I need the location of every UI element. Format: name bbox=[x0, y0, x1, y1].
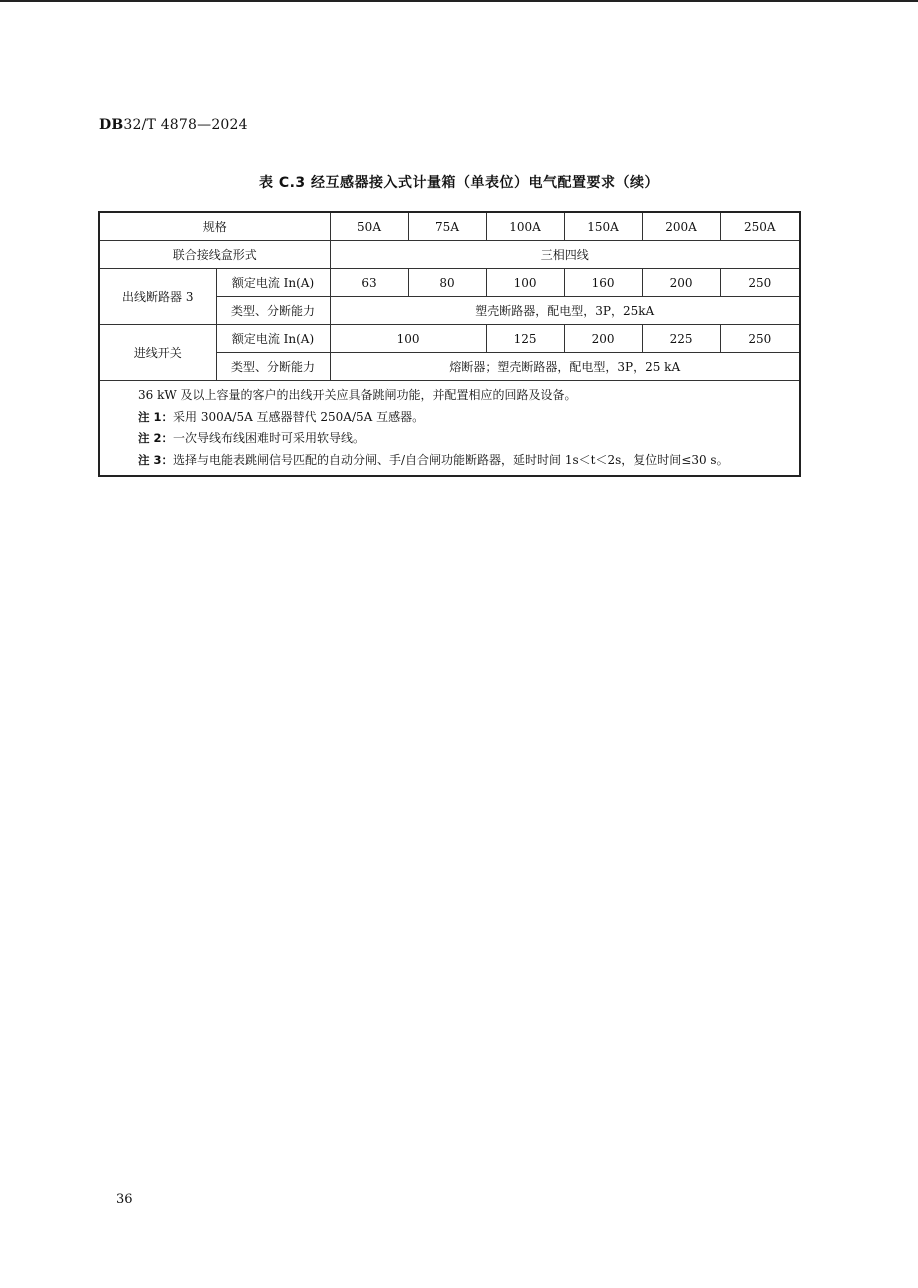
inlet-type-label-cell: 类型、分断能力 bbox=[216, 353, 330, 381]
inlet-rated-value-cell: 100 bbox=[330, 325, 486, 353]
note-3-label: 注 3： bbox=[138, 452, 174, 467]
header-col-cell: 200A bbox=[642, 212, 720, 241]
table-title: 表 C.3 经互感器接入式计量箱（单表位）电气配置要求（续） bbox=[258, 175, 660, 191]
outlet-rated-value-cell: 100 bbox=[486, 269, 564, 297]
header-col-cell: 50A bbox=[330, 212, 408, 241]
outlet-rated-label-cell: 额定电流 In(A) bbox=[216, 269, 330, 297]
box-label-cell: 联合接线盒形式 bbox=[99, 241, 330, 269]
top-border-line bbox=[0, 0, 918, 2]
notes-cell bbox=[99, 381, 800, 477]
header-label-cell: 规格 bbox=[99, 212, 330, 241]
outlet-breaker-label-cell: 出线断路器 3 bbox=[99, 269, 216, 325]
header-col-cell: 100A bbox=[486, 212, 564, 241]
outlet-rated-value-cell: 200 bbox=[642, 269, 720, 297]
note-2-label: 注 2： bbox=[138, 431, 174, 445]
outlet-rated-value-cell: 63 bbox=[330, 269, 408, 297]
inlet-type-value-cell: 熔断器；塑壳断路器，配电型，3P，25 kA bbox=[330, 353, 800, 381]
document-number bbox=[99, 117, 248, 133]
outlet-rated-value-cell: 250 bbox=[720, 269, 800, 297]
outlet-rated-value-cell: 160 bbox=[564, 269, 642, 297]
note-1-label: 注 1： bbox=[138, 409, 174, 424]
doc-number-text: 32/T 4878—2024 bbox=[123, 117, 248, 133]
table-row-outlet-rated bbox=[99, 269, 800, 297]
outlet-type-value-cell: 塑壳断路器，配电型，3P，25kA bbox=[330, 297, 800, 325]
table-row-notes bbox=[99, 381, 800, 477]
inlet-rated-value-cell: 125 bbox=[486, 325, 564, 353]
inlet-rated-value-cell: 200 bbox=[564, 325, 642, 353]
inlet-rated-value-cell: 250 bbox=[720, 325, 800, 353]
header-col-cell: 75A bbox=[408, 212, 486, 241]
header-col-cell: 150A bbox=[564, 212, 642, 241]
note-3-text: 选择与电能表跳闸信号匹配的自动分闸、手/自合闸功能断路器，延时时间 1s＜t＜2s，复位时间≤30 s。 bbox=[173, 452, 729, 467]
inlet-rated-value-cell: 225 bbox=[642, 325, 720, 353]
notes-line-0: 36 kW 及以上容量的客户的出线开关应具备跳闸功能，并配置相应的回路及设备。 bbox=[138, 388, 577, 402]
table-row-header bbox=[99, 212, 800, 241]
inlet-rated-label-cell: 额定电流 In(A) bbox=[216, 325, 330, 353]
box-value-cell: 三相四线 bbox=[330, 241, 800, 269]
table-row-box bbox=[99, 241, 800, 269]
note-1-text: 采用 300A/5A 互感器替代 250A/5A 互感器。 bbox=[173, 409, 425, 424]
inlet-switch-label-cell: 进线开关 bbox=[99, 325, 216, 381]
note-2 bbox=[138, 428, 799, 450]
table-row-inlet-rated bbox=[99, 325, 800, 353]
note-2-text: 一次导线布线困难时可采用软导线。 bbox=[173, 431, 366, 445]
note-3 bbox=[138, 450, 799, 472]
note-1 bbox=[138, 407, 799, 429]
page-number: 36 bbox=[116, 1192, 133, 1207]
spec-table bbox=[98, 211, 801, 477]
header-col-cell: 250A bbox=[720, 212, 800, 241]
doc-prefix: DB bbox=[99, 117, 124, 133]
outlet-type-label-cell: 类型、分断能力 bbox=[216, 297, 330, 325]
outlet-rated-value-cell: 80 bbox=[408, 269, 486, 297]
